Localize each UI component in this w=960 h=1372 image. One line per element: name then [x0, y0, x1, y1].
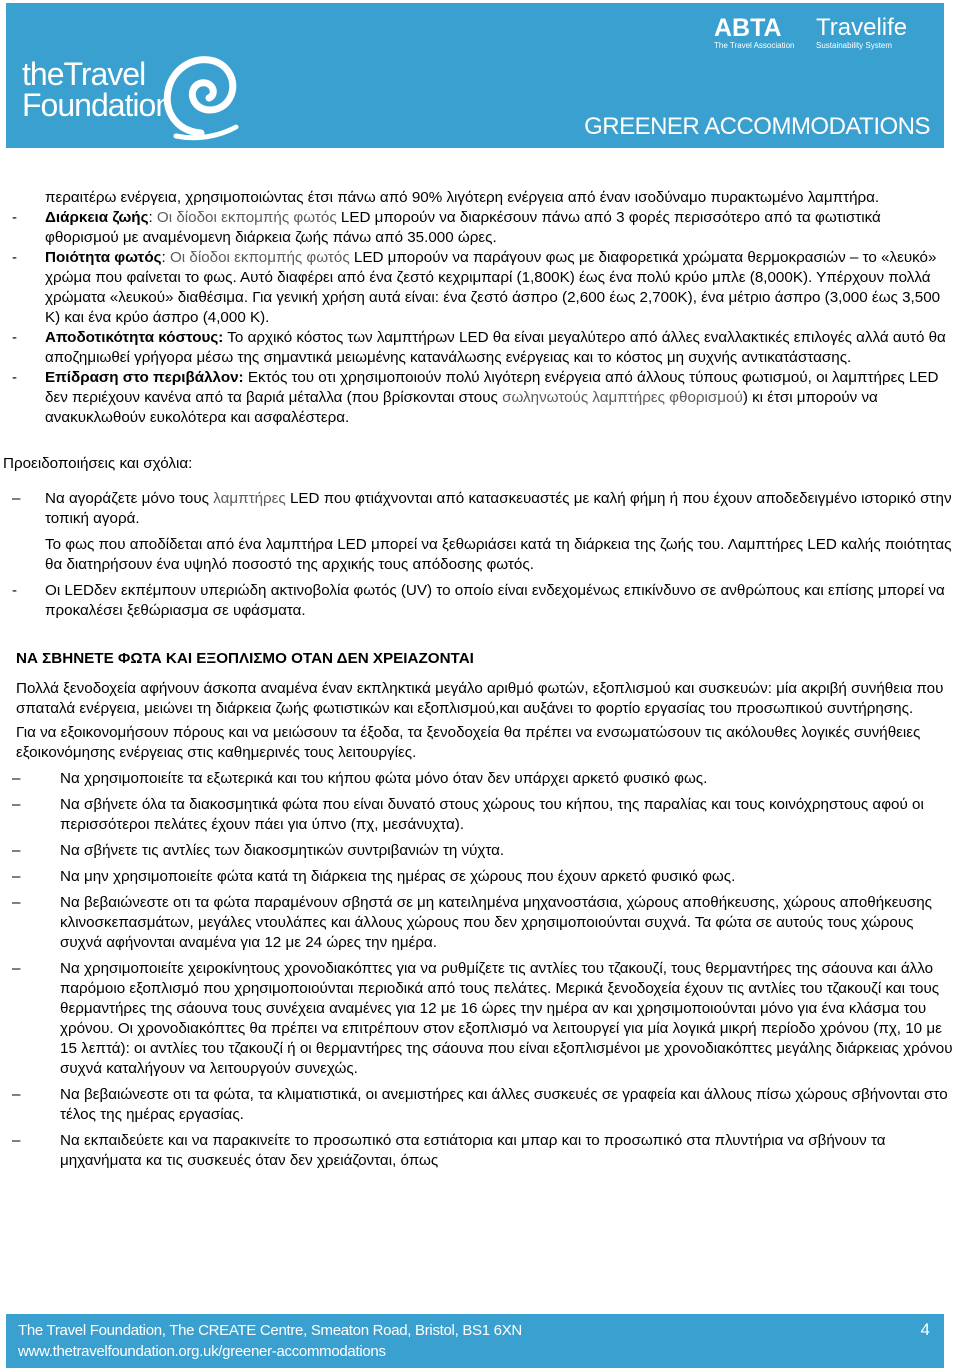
travelife-tagline: Sustainability System [816, 41, 893, 50]
item-text: LED μπορούν να παράγουν φως με διαφορετικά χρώματα θερμοκρασιών – το «λευκό» χρώμα που φαίνεται το φως. Αυτό διαφέρει από ένα ζεστό κεχριμπαρί (1,800Κ) έως ένα πολύ κρύο μπλε (8,000Κ). Υπέρχουν πολλά χρώματα «λευκού» διαθέσιμα. Για γενική χρήση αυτά είναι: ένα ζεστό άσπρο (2,600 έως 2,700Κ), ένα μέτριο άσπρο (3,000 έως 3,500 Κ) και ένα κρύο άσπρο (4,000 Κ). [45, 249, 941, 326]
section-title: GREENER ACCOMMODATIONS [584, 113, 930, 140]
list-item [0, 248, 960, 328]
tip-item [0, 867, 960, 887]
list-marker: - [12, 249, 18, 266]
continued-text: περαιτέρω ενέργεια, χρησιμοποιώντας έτσι πάνω από 90% λιγότερη ενέργεια από έναν ισοδύναμο πυρακτωμένο λαμπτήρα. [45, 189, 880, 206]
list-marker: - [12, 369, 18, 386]
tip-text: Να βεβαιώνεστε οτι τα φώτα, τα κλιματιστικά, οι ανεμιστήρες και άλλες συσκευές σε γραφεία και άλλους πίσω χώρους σβήνονται στο τέλος της ημέρας εργασίας. [60, 1086, 948, 1123]
tip-item [0, 959, 960, 1079]
list-item [0, 368, 960, 428]
list-marker: – [12, 894, 21, 911]
tip-text: Να χρησιμοποιείτε χειροκίνητους χρονοδιακόπτες για να ρυθμίζετε τις αντλίες του τζακουζί, τους θερμαντήρες της σάουνα και άλλο παρόμοιο εξοπλισμό που χρησιμοποιούνται περιοδικά από τους πελάτες. Μερικά ξενοδοχεία έχουν τις αντλίες του τζακουζί και τους θερμαντήρες της σάουνα τους συνέχεια αναμένες για 12 με 16 ώρες την ημέρα αν και χρησιμοποιούνται μόνο για ένα κλάσμα του χρόνου. Οι χρονοδιακόπτες θα πρέπει να επιτρέπουν στον εξοπλισμό να λειτουργεί για μία λογικά μικρή περίοδο χρόνου (πχ, 10 με 15 λεπτά): οι αντλίες του τζακουζί ή οι θερμαντήρες της σάουνα που είναι εξοπλισμένοι με χρονοδιακόπτες μεγάλης διάρκειας χρόνου συχνά καταλήγουν να λειτουργούν συνεχώς. [60, 960, 953, 1077]
tip-item [0, 841, 960, 861]
item-grey-text: Οι δίοδοι εκπομπής φωτός [169, 249, 350, 266]
travelife-name: Travelife [816, 14, 908, 41]
item-text: Εκτός του οτι χρησιμοποιούν πολύ λιγότερη ενέργεια από άλλους τύπους φωτισμού, οι λαμπτήρες LED δεν περιέχουν κανένα από τα βαριά μέταλλα (που βρίσκονται στους [45, 369, 939, 406]
list-item [0, 208, 960, 248]
list-marker: – [12, 842, 21, 859]
list-marker: – [12, 960, 21, 977]
list-marker: – [12, 770, 21, 787]
tip-text: Να σβήνετε τις αντλίες των διακοσμητικών συντριβανιών τη νύχτα. [60, 842, 505, 859]
list-marker: - [12, 329, 18, 346]
tip-text: Να μην χρησιμοποιείτε φώτα κατά τη διάρκεια της ημέρας σε χώρους που έχουν αρκετό φυσικό φως. [60, 868, 736, 885]
item-text: ) κι έτσι μπορούν να ανακυκλωθούν ευκολότερα και ασφαλέστερα. [45, 389, 878, 426]
tip-item [0, 1085, 960, 1125]
item-grey-text: σωληνωτούς λαμπτήρες φθορισμού [502, 389, 743, 406]
item-sep: : [148, 209, 157, 226]
tip-item [0, 893, 960, 953]
travel-foundation-logo [22, 56, 173, 123]
warning-item [0, 581, 960, 621]
list-marker: – [12, 1132, 21, 1149]
warning-grey-text: λαμπτήρες [213, 490, 286, 507]
item-text: Το αρχικό κόστος των λαμπτήρων LED θα είναι μεγαλύτερο από άλλες εναλλακτικές επιλογές αλλά αυτό θα αποζημιωθεί γρήγορα μέσω της σημαντικά μειωμένης κατανάλωσης ενέργειας και το κόστος μη συχνής αντικατάστασης. [45, 329, 946, 366]
tip-item [0, 1131, 960, 1171]
logo-line-1: theTravel [22, 56, 146, 92]
list-item [0, 328, 960, 368]
tip-text: Να χρησιμοποιείτε τα εξωτερικά και του κήπου φώτα μόνο όταν δεν υπάρχει αρκετό φυσικό φως. [60, 770, 708, 787]
footer-address: The Travel Foundation, The CREATE Centre, Smeaton Road, Bristol, BS1 6XN [18, 1322, 522, 1339]
warning-paragraph: Το φως που αποδίδεται από ένα λαμπτήρα LED μπορεί να ξεθωριάσει κατά τη διάρκεια της ζωής του. Λαμπτήρες LED καλής ποιότητας θα διατηρήσουν ένα υψηλό ποσοστό της αρχικής τους απόδοσης φωτός. [45, 536, 952, 573]
tip-text: Να εκπαιδεύετε και να παρακινείτε το προσωπικό στα εστιάτορια και μπαρ και το προσωπικό στα πλυντήρια να σβήνουν τα μηχανήματα κα τις συσκευές όταν δεν χρειάζονται, όπως [60, 1132, 886, 1169]
warning-text: Οι LEDδεν εκπέμπουν υπεριώδη ακτινοβολία φωτός (UV) το οποίο είναι ενδεχομένως επικίνδυνο σε ανθρώπους και επίσης μπορεί να προκαλέσει ξεθώριασμα σε υφάσματα. [45, 582, 945, 619]
list-marker: - [12, 209, 18, 226]
item-title: Διάρκεια ζωής [45, 209, 149, 226]
travelife-logo [816, 15, 907, 51]
warning-text: LED που φτιάχνονται από κατασκευαστές με καλή φήμη ή που έχουν αποδεδειγμένο ιστορικό στην τοπική αγορά. [45, 490, 952, 527]
abta-tagline: The Travel Association [714, 41, 795, 50]
item-text: LED μπορούν να διαρκέσουν πάνω από 3 φορές περισσότερο από τα φωτιστικά φθορισμού με αναμένομενη διάρκεια ζωής πάνω από 35.000 ώρες. [45, 209, 881, 246]
abta-name: ABTA [714, 14, 782, 42]
list-marker: – [12, 490, 21, 507]
warning-text: Να αγοράζετε μόνο τους [45, 490, 214, 507]
abta-logo [714, 15, 794, 51]
tip-text: Να σβήνετε όλα τα διακοσμητικά φώτα που είναι δυνατό στους χώρους του κήπου, της παραλίας και τους κοινόχρηστους αφού οι περισσότεροι πελάτες έχουν πάει για ύπνο (πχ, μεσάνυχτα). [60, 796, 924, 833]
warning-item [0, 489, 960, 529]
item-grey-text: Οι δίοδοι εκπομπής φωτός [156, 209, 337, 226]
item-sep: : [161, 249, 170, 266]
footer-banner [6, 1314, 944, 1368]
page-content [0, 188, 960, 1171]
section-heading: ΝΑ ΣΒΗΝΕΤΕ ΦΩΤΑ ΚΑΙ ΕΞΟΠΛΙΣΜΟ ΟΤΑΝ ΔΕΝ ΧΡΕΙΑΖΟΝΤΑΙ [16, 650, 474, 667]
footer-url: www.thetravelfoundation.org.uk/greener-accommodations [18, 1343, 386, 1360]
item-title: Ποιότητα φωτός [45, 249, 162, 266]
intro-paragraph: Πολλά ξενοδοχεία αφήνουν άσκοπα αναμένα έναν εκπληκτικά μεγάλο αριθμό φωτών, εξοπλισμού και συσκευών: μία ακριβή συνήθεια που σπαταλά ενέργεια, μειώνει τη διάρκεια ζωής φωτιστικών και εξοπλισμού,και αυξάνει το φορτίο εργασίας του προσωπικού συντήρησης. [16, 680, 944, 717]
list-marker: – [12, 868, 21, 885]
header-banner [6, 3, 944, 148]
intro-paragraph: Για να εξοικονομήσουν πόρους και να μειώσουν τα έξοδα, τα ξενοδοχεία θα πρέπει να ενσωματώσουν τις ακόλουθες λογικές συνήθειες εξοικονόμησης ενέργειας στις καθημερινές τους λειτουργίες. [16, 724, 921, 761]
item-title: Αποδοτικότητα κόστους: [45, 329, 224, 346]
list-marker: – [12, 796, 21, 813]
tip-item [0, 795, 960, 835]
tip-text: Να βεβαιώνεστε οτι τα φώτα παραμένουν σβηστά σε μη κατειλημένα μηχανοστάσια, χώρους αποθήκευσης, χώρους αποθήκευσης κλινοσκεπασμάτων, μεγάλες ντουλάπες και άλλους χώρους που δεν χρησιμοποιούνται συχνά. Τα φώτα σε αυτούς τους χώρους συχνά αφήνονται αναμένα για 12 με 24 ώρες την ημέρα. [60, 894, 932, 951]
page-number: 4 [920, 1320, 930, 1339]
list-marker: - [12, 582, 18, 599]
logo-line-2: Foundation [22, 87, 173, 123]
list-marker: – [12, 1086, 21, 1103]
item-title: Επίδραση στο περιβάλλον: [45, 369, 244, 386]
tip-item [0, 769, 960, 789]
warnings-heading: Προειδοποιήσεις και σχόλια: [3, 455, 193, 472]
